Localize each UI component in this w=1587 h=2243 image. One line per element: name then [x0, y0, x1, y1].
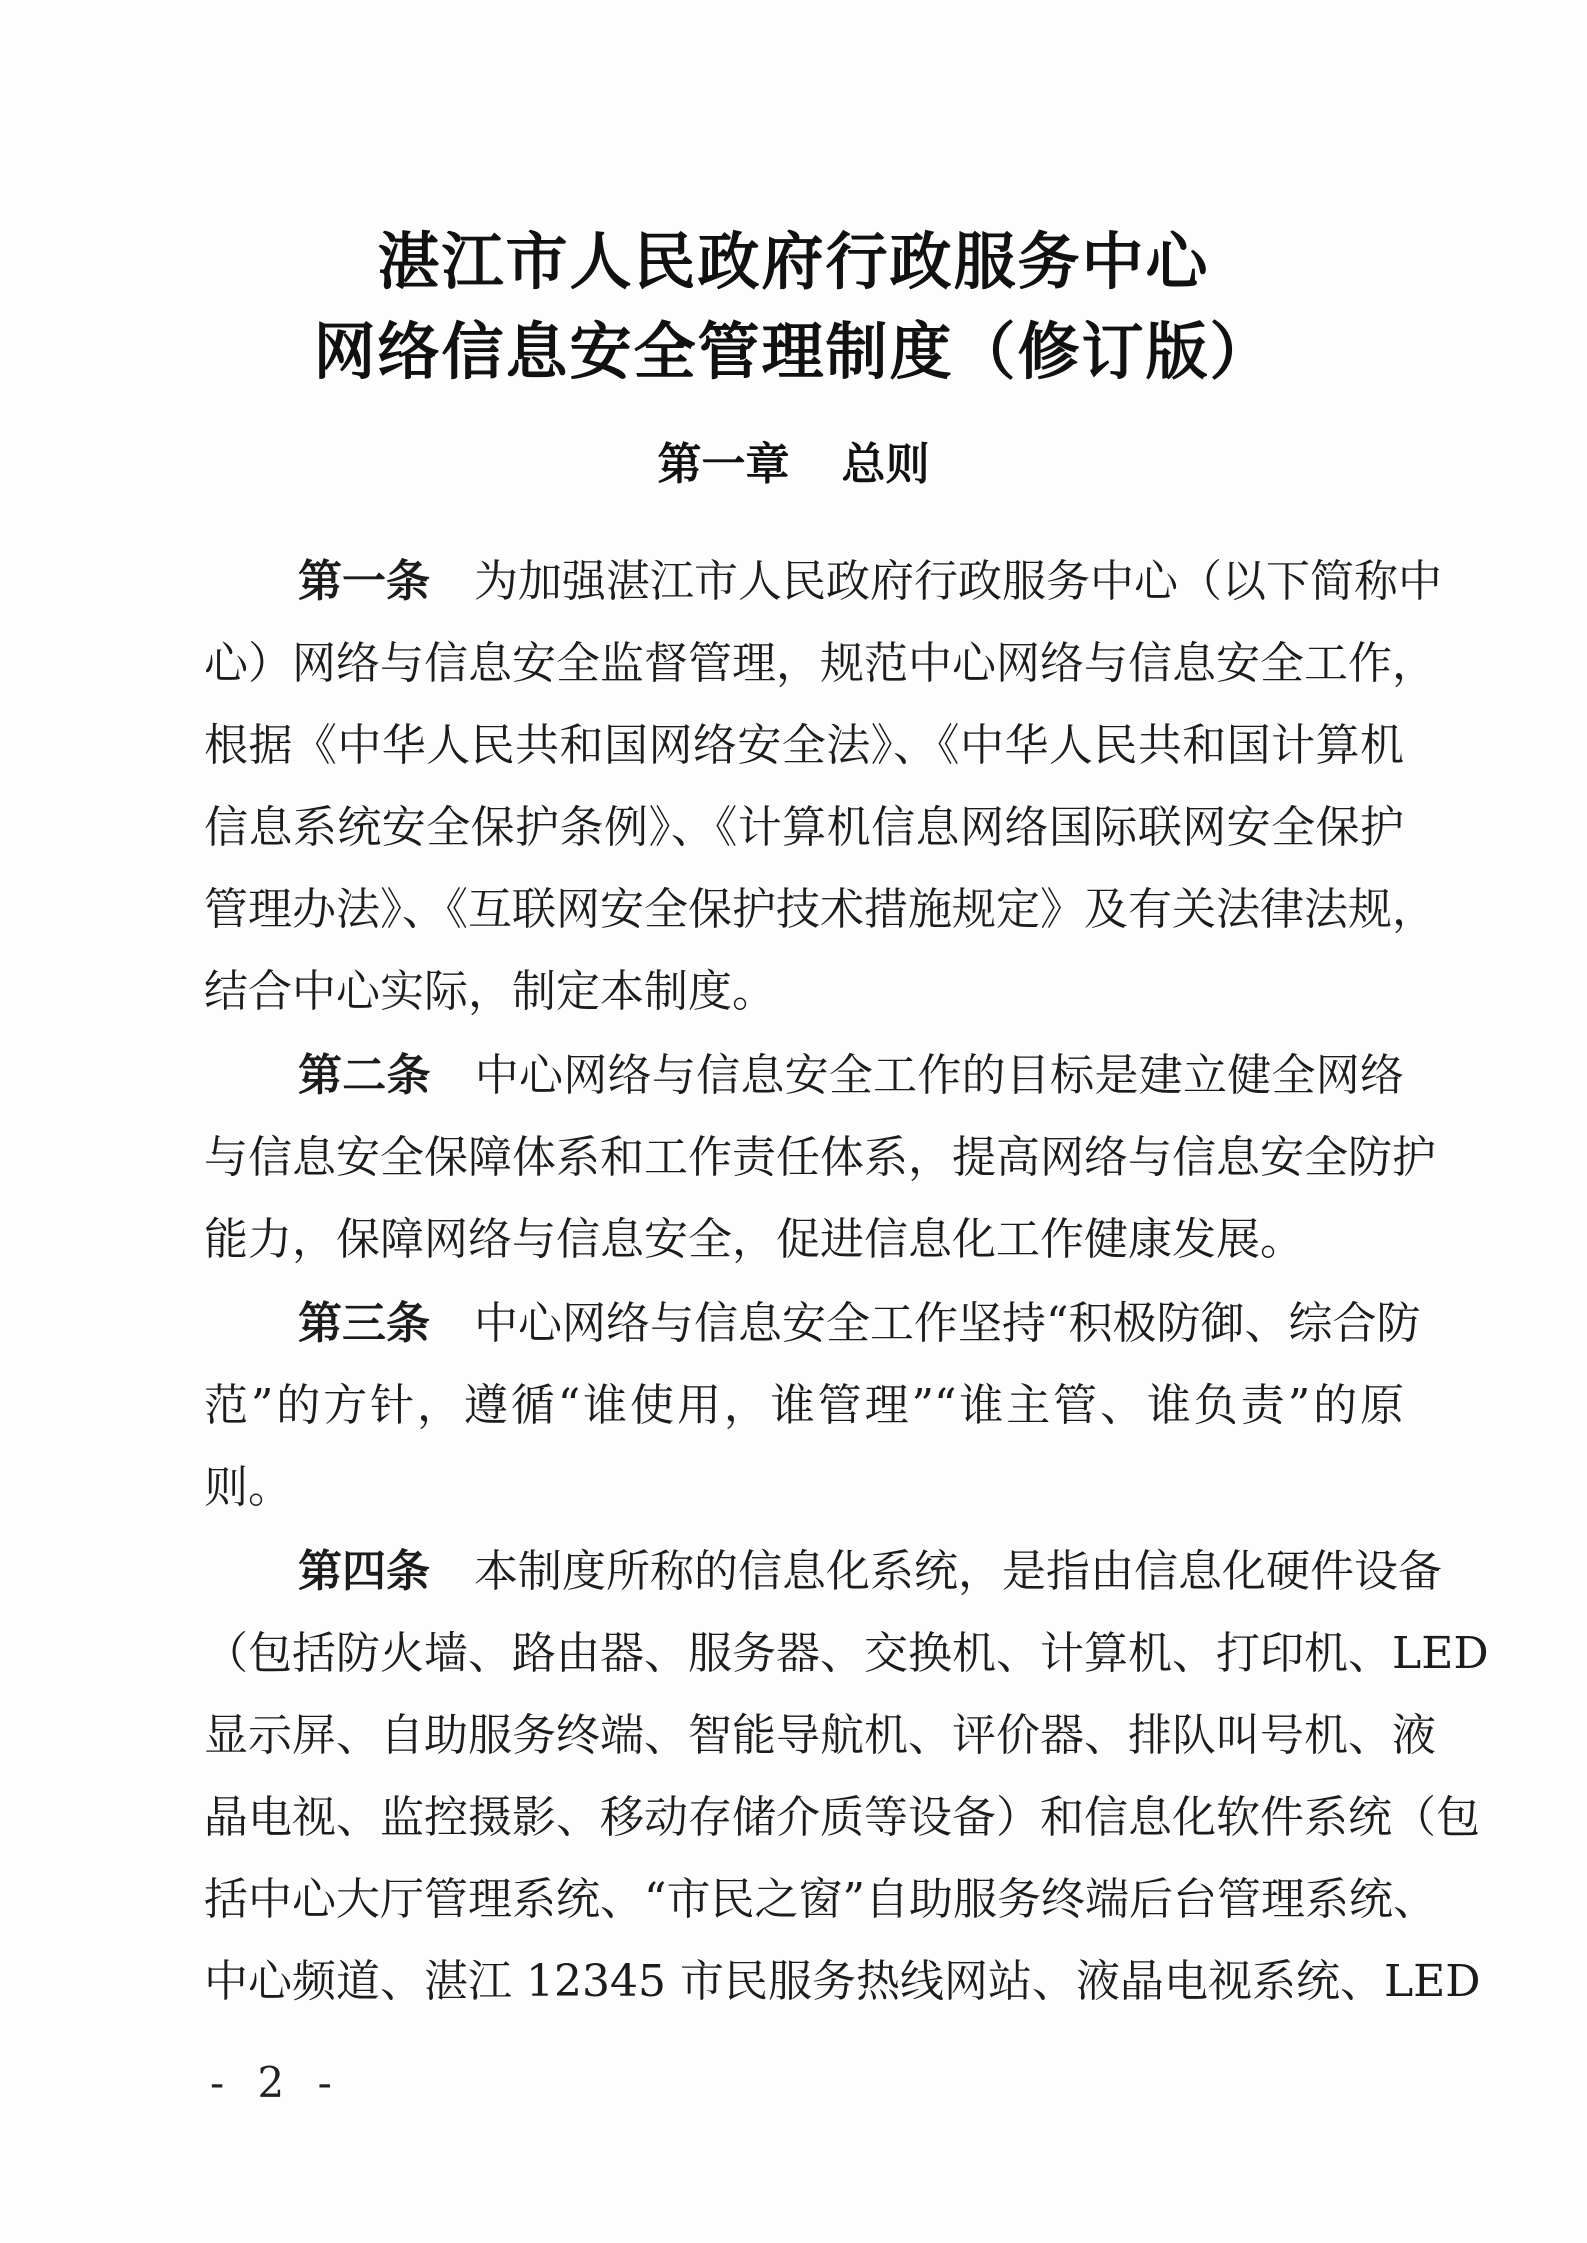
document-title-line-1: 湛江市人民政府行政服务中心	[377, 225, 1210, 298]
document-title-line-2: 网络信息安全管理制度（修订版）	[313, 315, 1274, 388]
article-3-line-1	[298, 1294, 1421, 1354]
article-label: 第三条	[298, 1298, 430, 1349]
article-text: 为加强湛江市人民政府行政服务中心（以下简称中	[474, 556, 1442, 607]
article-1-line-2: 心）网络与信息安全监督管理，规范中心网络与信息安全工作，	[204, 638, 1436, 689]
article-4-line-3: 显示屏、自助服务终端、智能导航机、评价器、排队叫号机、液	[204, 1710, 1436, 1761]
article-2-line-1	[298, 1046, 1404, 1106]
article-2-line-3: 能力，保障网络与信息安全，促进信息化工作健康发展。	[204, 1214, 1304, 1265]
chapter-name: 总则	[841, 439, 930, 490]
chapter-heading	[0, 428, 1587, 492]
article-label: 第四条	[298, 1546, 430, 1597]
article-text: 本制度所称的信息化系统，是指由信息化硬件设备	[474, 1546, 1442, 1597]
article-4-line-5: 括中心大厅管理系统、“市民之窗”自助服务终端后台管理系统、	[204, 1874, 1437, 1925]
article-1-line-4: 信息系统安全保护条例》、《计算机信息网络国际联网安全保护	[204, 802, 1404, 853]
article-4-line-2: （包括防火墙、路由器、服务器、交换机、计算机、打印机、LED	[204, 1628, 1489, 1679]
article-1-line-1	[298, 552, 1442, 612]
article-2-line-2: 与信息安全保障体系和工作责任体系，提高网络与信息安全防护	[204, 1132, 1436, 1183]
article-text: 中心网络与信息安全工作坚持“积极防御、综合防	[474, 1298, 1421, 1349]
article-label: 第一条	[298, 556, 430, 607]
article-3-line-3: 则。	[204, 1462, 292, 1513]
article-4-line-1	[298, 1542, 1442, 1602]
article-text: 中心网络与信息安全工作的目标是建立健全网络	[474, 1050, 1405, 1101]
article-4-line-6: 中心频道、湛江 12345 市民服务热线网站、液晶电视系统、LED	[204, 1956, 1481, 2007]
article-4-line-4: 晶电视、监控摄影、移动存储介质等设备）和信息化软件系统（包	[204, 1792, 1480, 1843]
article-1-line-5: 管理办法》、《互联网安全保护技术措施规定》及有关法律法规，	[204, 884, 1436, 935]
article-label: 第二条	[298, 1050, 431, 1101]
article-3-line-2: 范”的方针，遵循“谁使用，谁管理”“谁主管、谁负责”的原	[204, 1380, 1404, 1431]
page-number: - 2 -	[210, 2058, 342, 2107]
chapter-number: 第一章	[657, 439, 790, 490]
article-1-line-3: 根据《中华人民共和国网络安全法》、《中华人民共和国计算机	[204, 720, 1404, 771]
article-1-line-6: 结合中心实际，制定本制度。	[204, 966, 776, 1017]
